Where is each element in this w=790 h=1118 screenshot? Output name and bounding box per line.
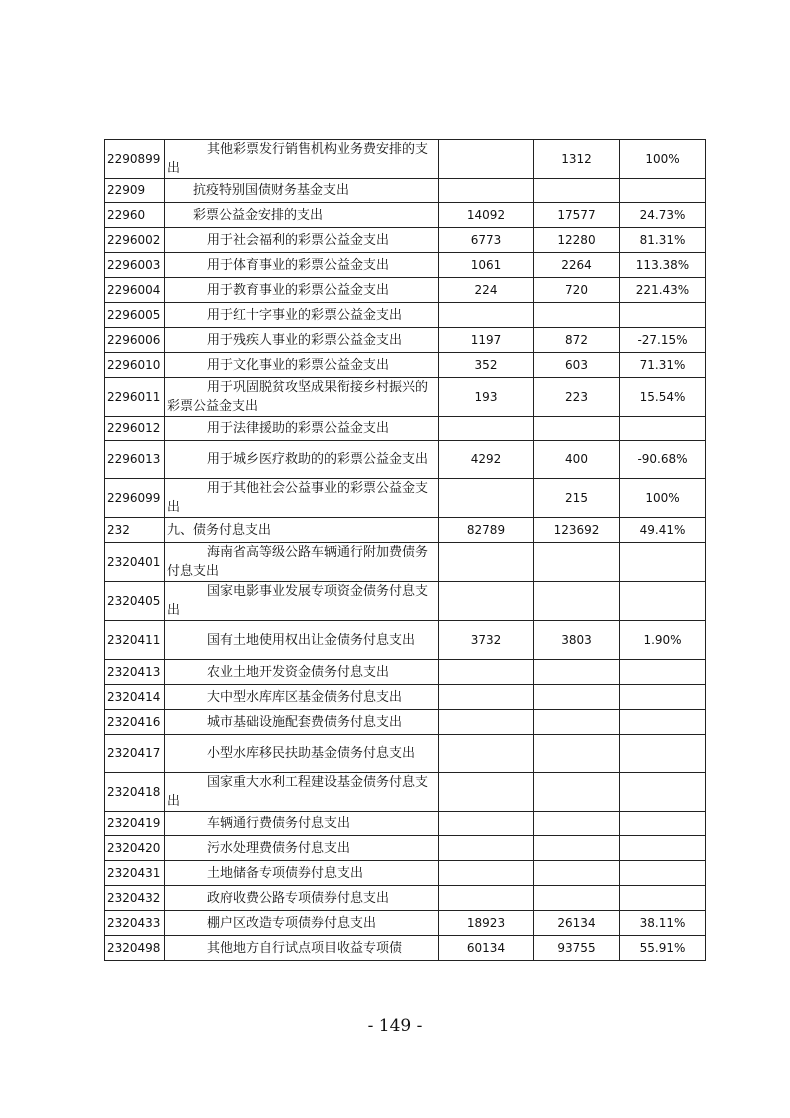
row-item-name-text: 抗疫特别国债财务基金支出 [193,183,350,198]
row-value-prev: 4292 [439,441,534,479]
row-code: 22909 [105,179,165,203]
table-row [105,543,706,582]
row-value-current [534,861,620,886]
row-value-prev [439,479,534,518]
row-item-name-text: 国家重大水利工程建设基金债务付息支出 [167,775,429,809]
row-value-current [534,685,620,710]
row-code: 2296005 [105,303,165,328]
row-code: 2296011 [105,378,165,417]
row-value-prev [439,735,534,773]
row-value-prev [439,836,534,861]
row-code: 232 [105,518,165,543]
row-item-name-text: 小型水库移民扶助基金债务付息支出 [207,746,416,761]
row-code: 2320418 [105,773,165,812]
table-row [105,735,706,773]
row-code: 2296099 [105,479,165,518]
table-row [105,378,706,417]
row-item-name [165,773,439,812]
row-value-current [534,582,620,621]
row-code: 22960 [105,203,165,228]
row-item-name [165,518,439,543]
row-code: 2296010 [105,353,165,378]
row-code: 2320411 [105,621,165,660]
row-value-prev: 352 [439,353,534,378]
table-row [105,936,706,961]
row-value-current [534,710,620,735]
row-item-name [165,582,439,621]
row-value-prev [439,660,534,685]
row-code: 2320420 [105,836,165,861]
row-growth-rate [620,836,706,861]
row-item-name [165,735,439,773]
row-item-name [165,861,439,886]
row-item-name [165,685,439,710]
row-value-prev: 3732 [439,621,534,660]
row-growth-rate [620,710,706,735]
row-code: 2320405 [105,582,165,621]
row-value-current [534,660,620,685]
row-item-name-text: 用于其他社会公益事业的彩票公益金支出 [167,481,429,515]
row-value-current [534,886,620,911]
row-item-name-text: 其他彩票发行销售机构业务费安排的支出 [167,142,429,176]
row-item-name-text: 彩票公益金安排的支出 [193,207,324,223]
row-value-current: 223 [534,378,620,417]
row-value-prev [439,861,534,886]
row-code: 2320401 [105,543,165,582]
row-growth-rate: -90.68% [620,441,706,479]
table-row [105,836,706,861]
row-growth-rate [620,179,706,203]
row-value-prev [439,582,534,621]
table-row [105,911,706,936]
row-item-name-text: 城市基础设施配套费债务付息支出 [207,714,403,730]
row-value-prev [439,140,534,179]
row-growth-rate: 55.91% [620,936,706,961]
row-value-current [534,417,620,441]
row-value-prev [439,812,534,836]
row-growth-rate: 71.31% [620,353,706,378]
row-code: 2320413 [105,660,165,685]
table-row [105,886,706,911]
row-value-current: 215 [534,479,620,518]
row-growth-rate: 113.38% [620,253,706,278]
table-row [105,479,706,518]
table-row [105,278,706,303]
table-row [105,140,706,179]
row-item-name [165,812,439,836]
row-item-name [165,543,439,582]
row-item-name-text: 海南省高等级公路车辆通行附加费债务付息支出 [167,545,429,579]
row-growth-rate [620,303,706,328]
row-value-current: 17577 [534,203,620,228]
row-item-name [165,228,439,253]
row-item-name-text: 其他地方自行试点项目收益专项债 [207,940,403,956]
row-code: 2320432 [105,886,165,911]
row-value-prev [439,773,534,812]
table-body [105,140,706,961]
table-row [105,328,706,353]
row-growth-rate: 100% [620,479,706,518]
row-value-current: 2264 [534,253,620,278]
row-item-name-text: 国家电影事业发展专项资金债务付息支出 [167,584,429,618]
row-item-name-text: 用于城乡医疗救助的的彩票公益金支出 [207,452,429,467]
row-item-name [165,886,439,911]
row-code: 2296013 [105,441,165,479]
row-code: 2320419 [105,812,165,836]
row-item-name-text: 污水处理费债务付息支出 [207,840,351,856]
row-value-prev [439,710,534,735]
row-value-prev: 1061 [439,253,534,278]
row-growth-rate [620,660,706,685]
table-row [105,710,706,735]
row-item-name [165,479,439,518]
row-growth-rate [620,735,706,773]
row-value-prev [439,179,534,203]
row-item-name-text: 用于体育事业的彩票公益金支出 [207,257,390,273]
row-item-name [165,378,439,417]
row-value-prev [439,685,534,710]
row-code: 2296002 [105,228,165,253]
row-item-name-text: 用于社会福利的彩票公益金支出 [207,232,390,248]
table-row [105,253,706,278]
row-value-current: 1312 [534,140,620,179]
row-item-name-text: 土地储备专项债券付息支出 [207,865,364,881]
row-growth-rate: 221.43% [620,278,706,303]
row-item-name-text: 九、债务付息支出 [167,522,272,538]
row-growth-rate: 49.41% [620,518,706,543]
row-item-name-text: 国有土地使用权出让金债务付息支出 [207,632,416,648]
row-item-name-text: 政府收费公路专项债券付息支出 [207,890,390,906]
row-item-name-text: 车辆通行费债务付息支出 [207,816,351,831]
table-row [105,582,706,621]
row-code: 2296012 [105,417,165,441]
row-item-name-text: 用于巩固脱贫攻坚成果衔接乡村振兴的彩票公益金支出 [167,380,429,414]
row-value-current: 3803 [534,621,620,660]
row-value-prev: 1197 [439,328,534,353]
table-row [105,861,706,886]
row-growth-rate [620,417,706,441]
row-item-name [165,328,439,353]
row-value-current [534,179,620,203]
row-item-name [165,710,439,735]
row-value-current: 123692 [534,518,620,543]
table-row [105,518,706,543]
table-row [105,228,706,253]
row-item-name [165,303,439,328]
table-row [105,353,706,378]
row-growth-rate [620,543,706,582]
row-growth-rate: 100% [620,140,706,179]
row-item-name [165,621,439,660]
row-code: 2296006 [105,328,165,353]
row-value-current: 93755 [534,936,620,961]
row-item-name [165,911,439,936]
row-code: 2320433 [105,911,165,936]
budget-table [104,139,706,961]
row-item-name-text: 用于法律援助的彩票公益金支出 [207,421,390,436]
row-growth-rate [620,861,706,886]
row-value-prev: 224 [439,278,534,303]
row-growth-rate [620,582,706,621]
row-code: 2296003 [105,253,165,278]
row-item-name [165,417,439,441]
row-item-name [165,278,439,303]
row-value-prev: 6773 [439,228,534,253]
row-value-current [534,543,620,582]
row-value-prev [439,886,534,911]
table-row [105,417,706,441]
row-value-current: 720 [534,278,620,303]
table-row [105,621,706,660]
row-code: 2320417 [105,735,165,773]
table-row [105,303,706,328]
table-row [105,441,706,479]
row-growth-rate: 1.90% [620,621,706,660]
row-value-current: 603 [534,353,620,378]
row-value-current: 26134 [534,911,620,936]
row-code: 2320498 [105,936,165,961]
row-value-prev [439,543,534,582]
row-growth-rate [620,812,706,836]
row-item-name [165,253,439,278]
table-row [105,773,706,812]
row-growth-rate [620,685,706,710]
row-value-prev [439,303,534,328]
row-code: 2320416 [105,710,165,735]
row-value-prev: 18923 [439,911,534,936]
row-value-prev: 82789 [439,518,534,543]
row-growth-rate: 15.54% [620,378,706,417]
row-code: 2320414 [105,685,165,710]
row-item-name-text: 用于教育事业的彩票公益金支出 [207,282,390,298]
row-item-name [165,353,439,378]
row-code: 2320431 [105,861,165,886]
row-value-current [534,812,620,836]
row-growth-rate: 38.11% [620,911,706,936]
row-item-name [165,936,439,961]
row-value-current [534,836,620,861]
row-value-prev [439,417,534,441]
row-value-current: 400 [534,441,620,479]
row-value-prev: 193 [439,378,534,417]
row-value-current [534,773,620,812]
row-item-name [165,140,439,179]
row-growth-rate: -27.15% [620,328,706,353]
row-growth-rate [620,886,706,911]
row-item-name [165,179,439,203]
table-row [105,812,706,836]
row-value-current: 872 [534,328,620,353]
table-row [105,685,706,710]
row-item-name-text: 用于残疾人事业的彩票公益金支出 [207,332,403,348]
row-growth-rate [620,773,706,812]
page-number: - 149 - [367,1016,423,1036]
row-item-name-text: 大中型水库库区基金债务付息支出 [207,689,403,705]
row-code: 2290899 [105,140,165,179]
row-value-current [534,735,620,773]
table-row [105,660,706,685]
row-code: 2296004 [105,278,165,303]
row-item-name [165,441,439,479]
row-value-current: 12280 [534,228,620,253]
row-growth-rate: 81.31% [620,228,706,253]
row-item-name [165,836,439,861]
row-value-current [534,303,620,328]
row-growth-rate: 24.73% [620,203,706,228]
table-row [105,203,706,228]
row-item-name-text: 用于红十字事业的彩票公益金支出 [207,307,403,323]
row-item-name [165,203,439,228]
row-item-name-text: 棚户区改造专项债券付息支出 [207,915,377,931]
row-value-prev: 14092 [439,203,534,228]
row-item-name-text: 用于文化事业的彩票公益金支出 [207,357,390,373]
row-value-prev: 60134 [439,936,534,961]
row-item-name-text: 农业土地开发资金债务付息支出 [207,664,390,680]
row-item-name [165,660,439,685]
table-row [105,179,706,203]
